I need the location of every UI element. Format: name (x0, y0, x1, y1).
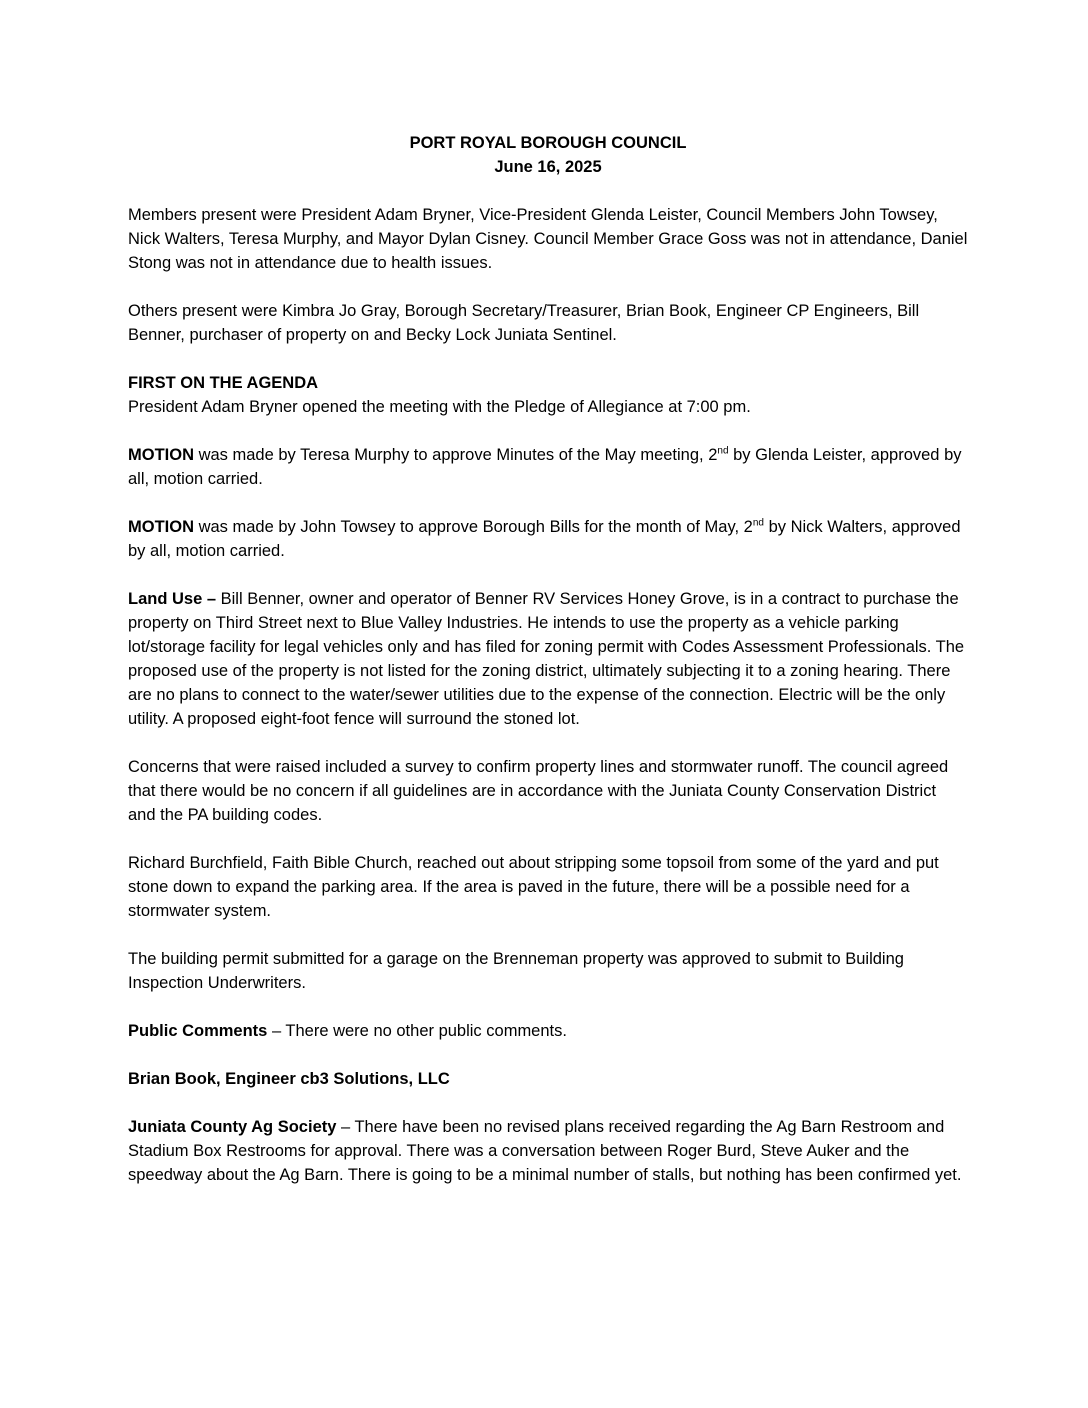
public-comments-text: – There were no other public comments. (267, 1022, 567, 1040)
public-comments-paragraph (128, 1019, 968, 1043)
motion-label: MOTION (128, 446, 194, 464)
document-date: June 16, 2025 (494, 158, 602, 176)
public-comments-label: Public Comments (128, 1022, 268, 1040)
motion-text-end: by Nick Walters, approved by all, motion carried. (128, 518, 961, 560)
motion-bills-paragraph (128, 515, 968, 563)
concerns-paragraph: Concerns that were raised included a survey to confirm property lines and stormwater runoff. The council agreed that there would be no concern if all guidelines are in accordance with the Juniata County Conservation District and the PA building codes. (128, 758, 949, 824)
motion-text-end: by Glenda Leister, approved by all, motion carried. (128, 446, 962, 488)
land-use-paragraph (128, 587, 968, 731)
building-permit-paragraph: The building permit submitted for a garage on the Brenneman property was approved to submit to Building Inspection Underwriters. (128, 950, 904, 992)
motion-text: was made by John Towsey to approve Borough Bills for the month of May, 2 (194, 518, 753, 536)
engineer-heading: Brian Book, Engineer cb3 Solutions, LLC (128, 1070, 450, 1088)
land-use-text: Bill Benner, owner and operator of Benner RV Services Honey Grove, is in a contract to purchase the property on Third Street next to Blue Valley Industries. He intends to use the property as a vehicle parking lot/storage facility for legal vehicles only and has filed for zoning permit with Codes Assessment Professionals. The proposed use of the property is not listed for the zoning district, ultimately subjecting it to a zoning hearing. There are no plans to connect to the water/sewer utilities due to the expense of the connection. Electric will be the only utility. A proposed eight-foot fence will surround the stoned lot. (128, 590, 965, 728)
ag-society-text: – There have been no revised plans received regarding the Ag Barn Restroom and Stadium Box Restrooms for approval. There was a conversation between Roger Burd, Steve Auker and the speedway about the Ag Barn. There is going to be a minimal number of stalls, but nothing has been confirmed yet. (128, 1118, 962, 1184)
ordinal-suffix: nd (717, 445, 729, 457)
motion-minutes-paragraph (128, 443, 968, 491)
first-agenda-heading: FIRST ON THE AGENDA (128, 374, 319, 392)
ordinal-suffix: nd (752, 517, 764, 529)
land-use-label: Land Use – (128, 590, 217, 608)
ag-society-label: Juniata County Ag Society (128, 1118, 337, 1136)
motion-label: MOTION (128, 518, 194, 536)
first-agenda-section (128, 371, 968, 419)
others-present-paragraph: Others present were Kimbra Jo Gray, Borough Secretary/Treasurer, Brian Book, Engineer CP Engineers, Bill Benner, purchaser of property on and Becky Lock Juniata Sentinel. (128, 302, 920, 344)
motion-text: was made by Teresa Murphy to approve Minutes of the May meeting, 2 (194, 446, 718, 464)
document-page (128, 131, 968, 1211)
first-agenda-text: President Adam Bryner opened the meeting with the Pledge of Allegiance at 7:00 pm. (128, 398, 751, 416)
ag-society-paragraph (128, 1115, 968, 1187)
members-present-paragraph: Members present were President Adam Bryner, Vice-President Glenda Leister, Council Members John Towsey, Nick Walters, Teresa Murphy, and Mayor Dylan Cisney. Council Member Grace Goss was not in attendance, Daniel Stong was not in attendance due to health issues. (128, 206, 968, 272)
burchfield-paragraph: Richard Burchfield, Faith Bible Church, reached out about stripping some topsoil from some of the yard and put stone down to expand the parking area. If the area is paved in the future, there will be a possible need for a stormwater system. (128, 854, 939, 920)
title-block (128, 131, 968, 179)
document-title: PORT ROYAL BOROUGH COUNCIL (409, 134, 687, 152)
